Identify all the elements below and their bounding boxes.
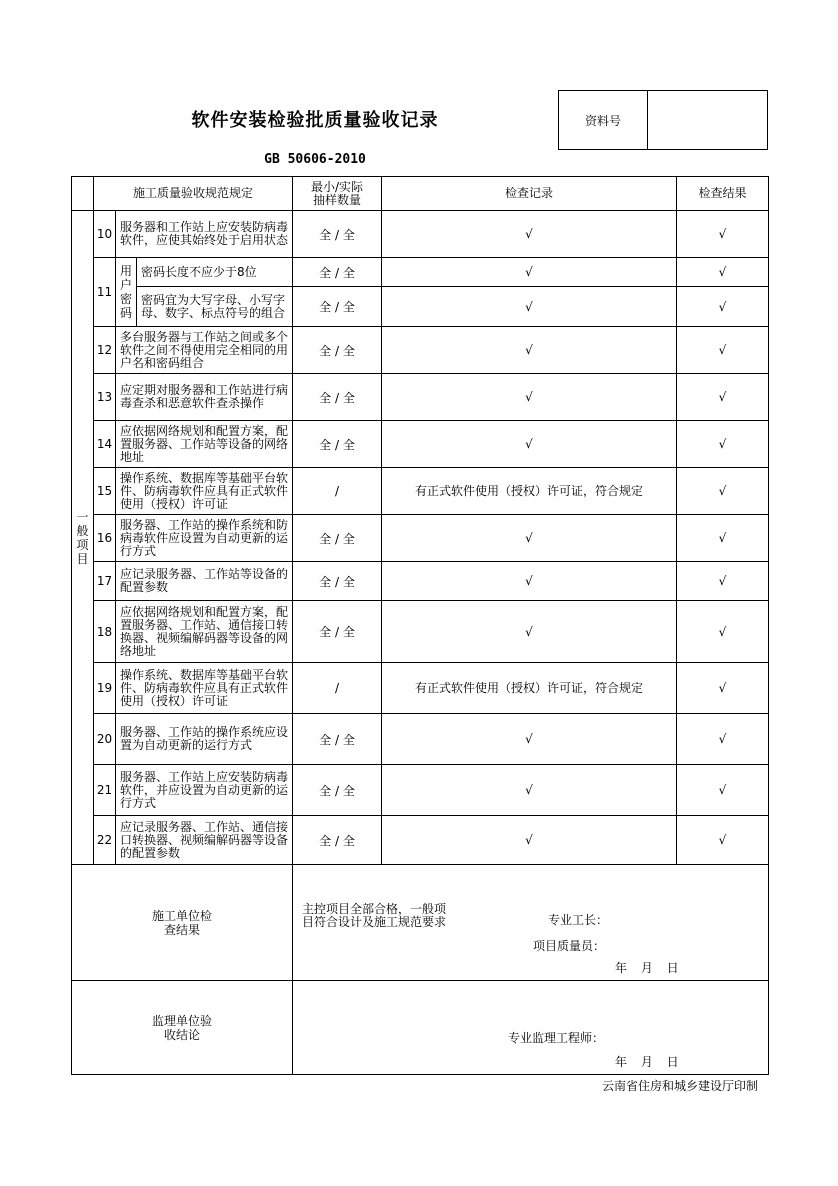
row-result[interactable]: √	[677, 562, 769, 601]
header-row	[72, 177, 769, 211]
table-row	[72, 468, 769, 515]
row-record[interactable]: √	[382, 327, 677, 374]
row-sample: /	[293, 663, 382, 714]
row-number: 14	[94, 421, 116, 468]
row-requirement: 应记录服务器、工作站、通信接口转换器、视频编解码器等设备的配置参数	[116, 816, 293, 865]
row-sample: 全 / 全	[293, 258, 382, 287]
section-label-text: 一般项目	[76, 509, 89, 566]
row-sample: 全 / 全	[293, 421, 382, 468]
row-record[interactable]: √	[382, 562, 677, 601]
row-requirement: 密码宜为大写字母、小写字母、数字、标点符号的组合	[137, 287, 293, 327]
row-requirement: 服务器、工作站的操作系统应设置为自动更新的运行方式	[116, 714, 293, 765]
supervision-label	[72, 981, 293, 1075]
row-sample: 全 / 全	[293, 374, 382, 421]
row-result[interactable]: √	[677, 663, 769, 714]
row-number: 17	[94, 562, 116, 601]
sample-header-line1: 最小/实际	[310, 179, 364, 194]
row-number: 22	[94, 816, 116, 865]
row-result[interactable]: √	[677, 287, 769, 327]
row-record[interactable]: √	[382, 287, 677, 327]
row-requirement: 服务器、工作站上应安装防病毒软件，并应设置为自动更新的运行方式	[116, 765, 293, 816]
row-requirement: 多台服务器与工作站之间或多个软件之间不得使用完全相同的用户名和密码组合	[116, 327, 293, 374]
row-number: 15	[94, 468, 116, 515]
construction-cell[interactable]	[293, 865, 769, 981]
row-sample: /	[293, 468, 382, 515]
row-requirement: 应记录服务器、工作站等设备的配置参数	[116, 562, 293, 601]
doc-number-label: 资料号	[559, 91, 648, 149]
table-row	[72, 601, 769, 663]
row-requirement: 操作系统、数据库等基础平台软件、防病毒软件应具有正式软件使用（授权）许可证	[116, 663, 293, 714]
footer-printer: 云南省住房和城乡建设厅印制	[601, 1079, 758, 1093]
row-requirement: 操作系统、数据库等基础平台软件、防病毒软件应具有正式软件使用（授权）许可证	[116, 468, 293, 515]
table-row	[72, 663, 769, 714]
foreman-label: 专业工长：	[548, 913, 609, 927]
row-record[interactable]: √	[382, 515, 677, 562]
table-row	[72, 421, 769, 468]
doc-number-box	[558, 90, 768, 150]
doc-number-value[interactable]	[648, 91, 767, 149]
row-requirement: 应依据网络规划和配置方案，配置服务器、工作站、通信接口转换器、视频编解码器等设备的网络地址	[116, 601, 293, 663]
row-number: 19	[94, 663, 116, 714]
row-sample: 全 / 全	[293, 816, 382, 865]
row-record[interactable]: √	[382, 374, 677, 421]
row-result[interactable]: √	[677, 816, 769, 865]
row-record[interactable]: 有正式软件使用（授权）许可证，符合规定	[382, 468, 677, 515]
row-sample: 全 / 全	[293, 327, 382, 374]
row-record[interactable]: √	[382, 714, 677, 765]
row-number: 18	[94, 601, 116, 663]
engineer-label: 专业监理工程师：	[508, 1031, 605, 1045]
row-sample: 全 / 全	[293, 211, 382, 258]
table-row	[72, 258, 769, 287]
row-result[interactable]: √	[677, 714, 769, 765]
table-row	[72, 714, 769, 765]
page-title: 软件安装检验批质量验收记录	[191, 110, 439, 131]
row-record[interactable]: √	[382, 421, 677, 468]
row-result[interactable]: √	[677, 374, 769, 421]
construction-row	[72, 865, 769, 981]
sample-header	[293, 177, 382, 211]
table-row	[72, 765, 769, 816]
row-record[interactable]: √	[382, 258, 677, 287]
row-number: 21	[94, 765, 116, 816]
row-requirement: 密码长度不应少于8位	[137, 258, 293, 287]
row-result[interactable]: √	[677, 515, 769, 562]
table-row	[72, 287, 769, 327]
row-record[interactable]: √	[382, 601, 677, 663]
row-result[interactable]: √	[677, 468, 769, 515]
row-result[interactable]: √	[677, 327, 769, 374]
row-sample: 全 / 全	[293, 765, 382, 816]
row-group-text: 用户密码	[120, 264, 133, 320]
section-label	[72, 211, 94, 865]
row-sample: 全 / 全	[293, 601, 382, 663]
table-row	[72, 327, 769, 374]
record-header: 检查记录	[382, 177, 677, 211]
construction-label	[72, 865, 293, 981]
row-sample: 全 / 全	[293, 287, 382, 327]
row-number: 11	[94, 258, 116, 327]
sample-header-line2: 抽样数量	[312, 192, 361, 207]
row-group-label	[116, 258, 137, 327]
construction-conclusion: 主控项目全部合格，一般项目符合设计及施工规范要求	[301, 902, 446, 929]
row-number: 13	[94, 374, 116, 421]
row-requirement: 应定期对服务器和工作站进行病毒查杀和恶意软件查杀操作	[116, 374, 293, 421]
standard-code: GB 50606-2010	[264, 152, 366, 167]
row-number: 20	[94, 714, 116, 765]
row-result[interactable]: √	[677, 211, 769, 258]
inspection-table	[71, 176, 769, 1075]
table-row	[72, 515, 769, 562]
quality-officer-label: 项目质量员：	[533, 939, 606, 953]
row-result[interactable]: √	[677, 258, 769, 287]
supervision-cell[interactable]	[293, 981, 769, 1075]
row-sample: 全 / 全	[293, 562, 382, 601]
row-record[interactable]: √	[382, 816, 677, 865]
row-record[interactable]: 有正式软件使用（授权）许可证，符合规定	[382, 663, 677, 714]
row-requirement: 服务器和工作站上应安装防病毒软件，应使其始终处于启用状态	[116, 211, 293, 258]
spec-header: 施工质量验收规范规定	[94, 177, 293, 211]
row-result[interactable]: √	[677, 765, 769, 816]
table-row	[72, 562, 769, 601]
supervision-date: 年 月 日	[615, 1055, 679, 1069]
supervision-row	[72, 981, 769, 1075]
supervision-label-text: 监理单位验收结论	[151, 1013, 212, 1042]
table-row	[72, 211, 769, 258]
table-row	[72, 816, 769, 865]
row-requirement: 应依据网络规划和配置方案，配置服务器、工作站等设备的网络地址	[116, 421, 293, 468]
row-sample: 全 / 全	[293, 714, 382, 765]
row-sample: 全 / 全	[293, 515, 382, 562]
construction-label-text: 施工单位检查结果	[151, 908, 212, 937]
row-requirement: 服务器、工作站的操作系统和防病毒软件应设置为自动更新的运行方式	[116, 515, 293, 562]
row-number: 10	[94, 211, 116, 258]
construction-date: 年 月 日	[615, 961, 679, 975]
row-result[interactable]: √	[677, 421, 769, 468]
row-result[interactable]: √	[677, 601, 769, 663]
corner-cell	[72, 177, 94, 211]
result-header: 检查结果	[677, 177, 769, 211]
row-record[interactable]: √	[382, 765, 677, 816]
row-record[interactable]: √	[382, 211, 677, 258]
row-number: 16	[94, 515, 116, 562]
table-row	[72, 374, 769, 421]
row-number: 12	[94, 327, 116, 374]
